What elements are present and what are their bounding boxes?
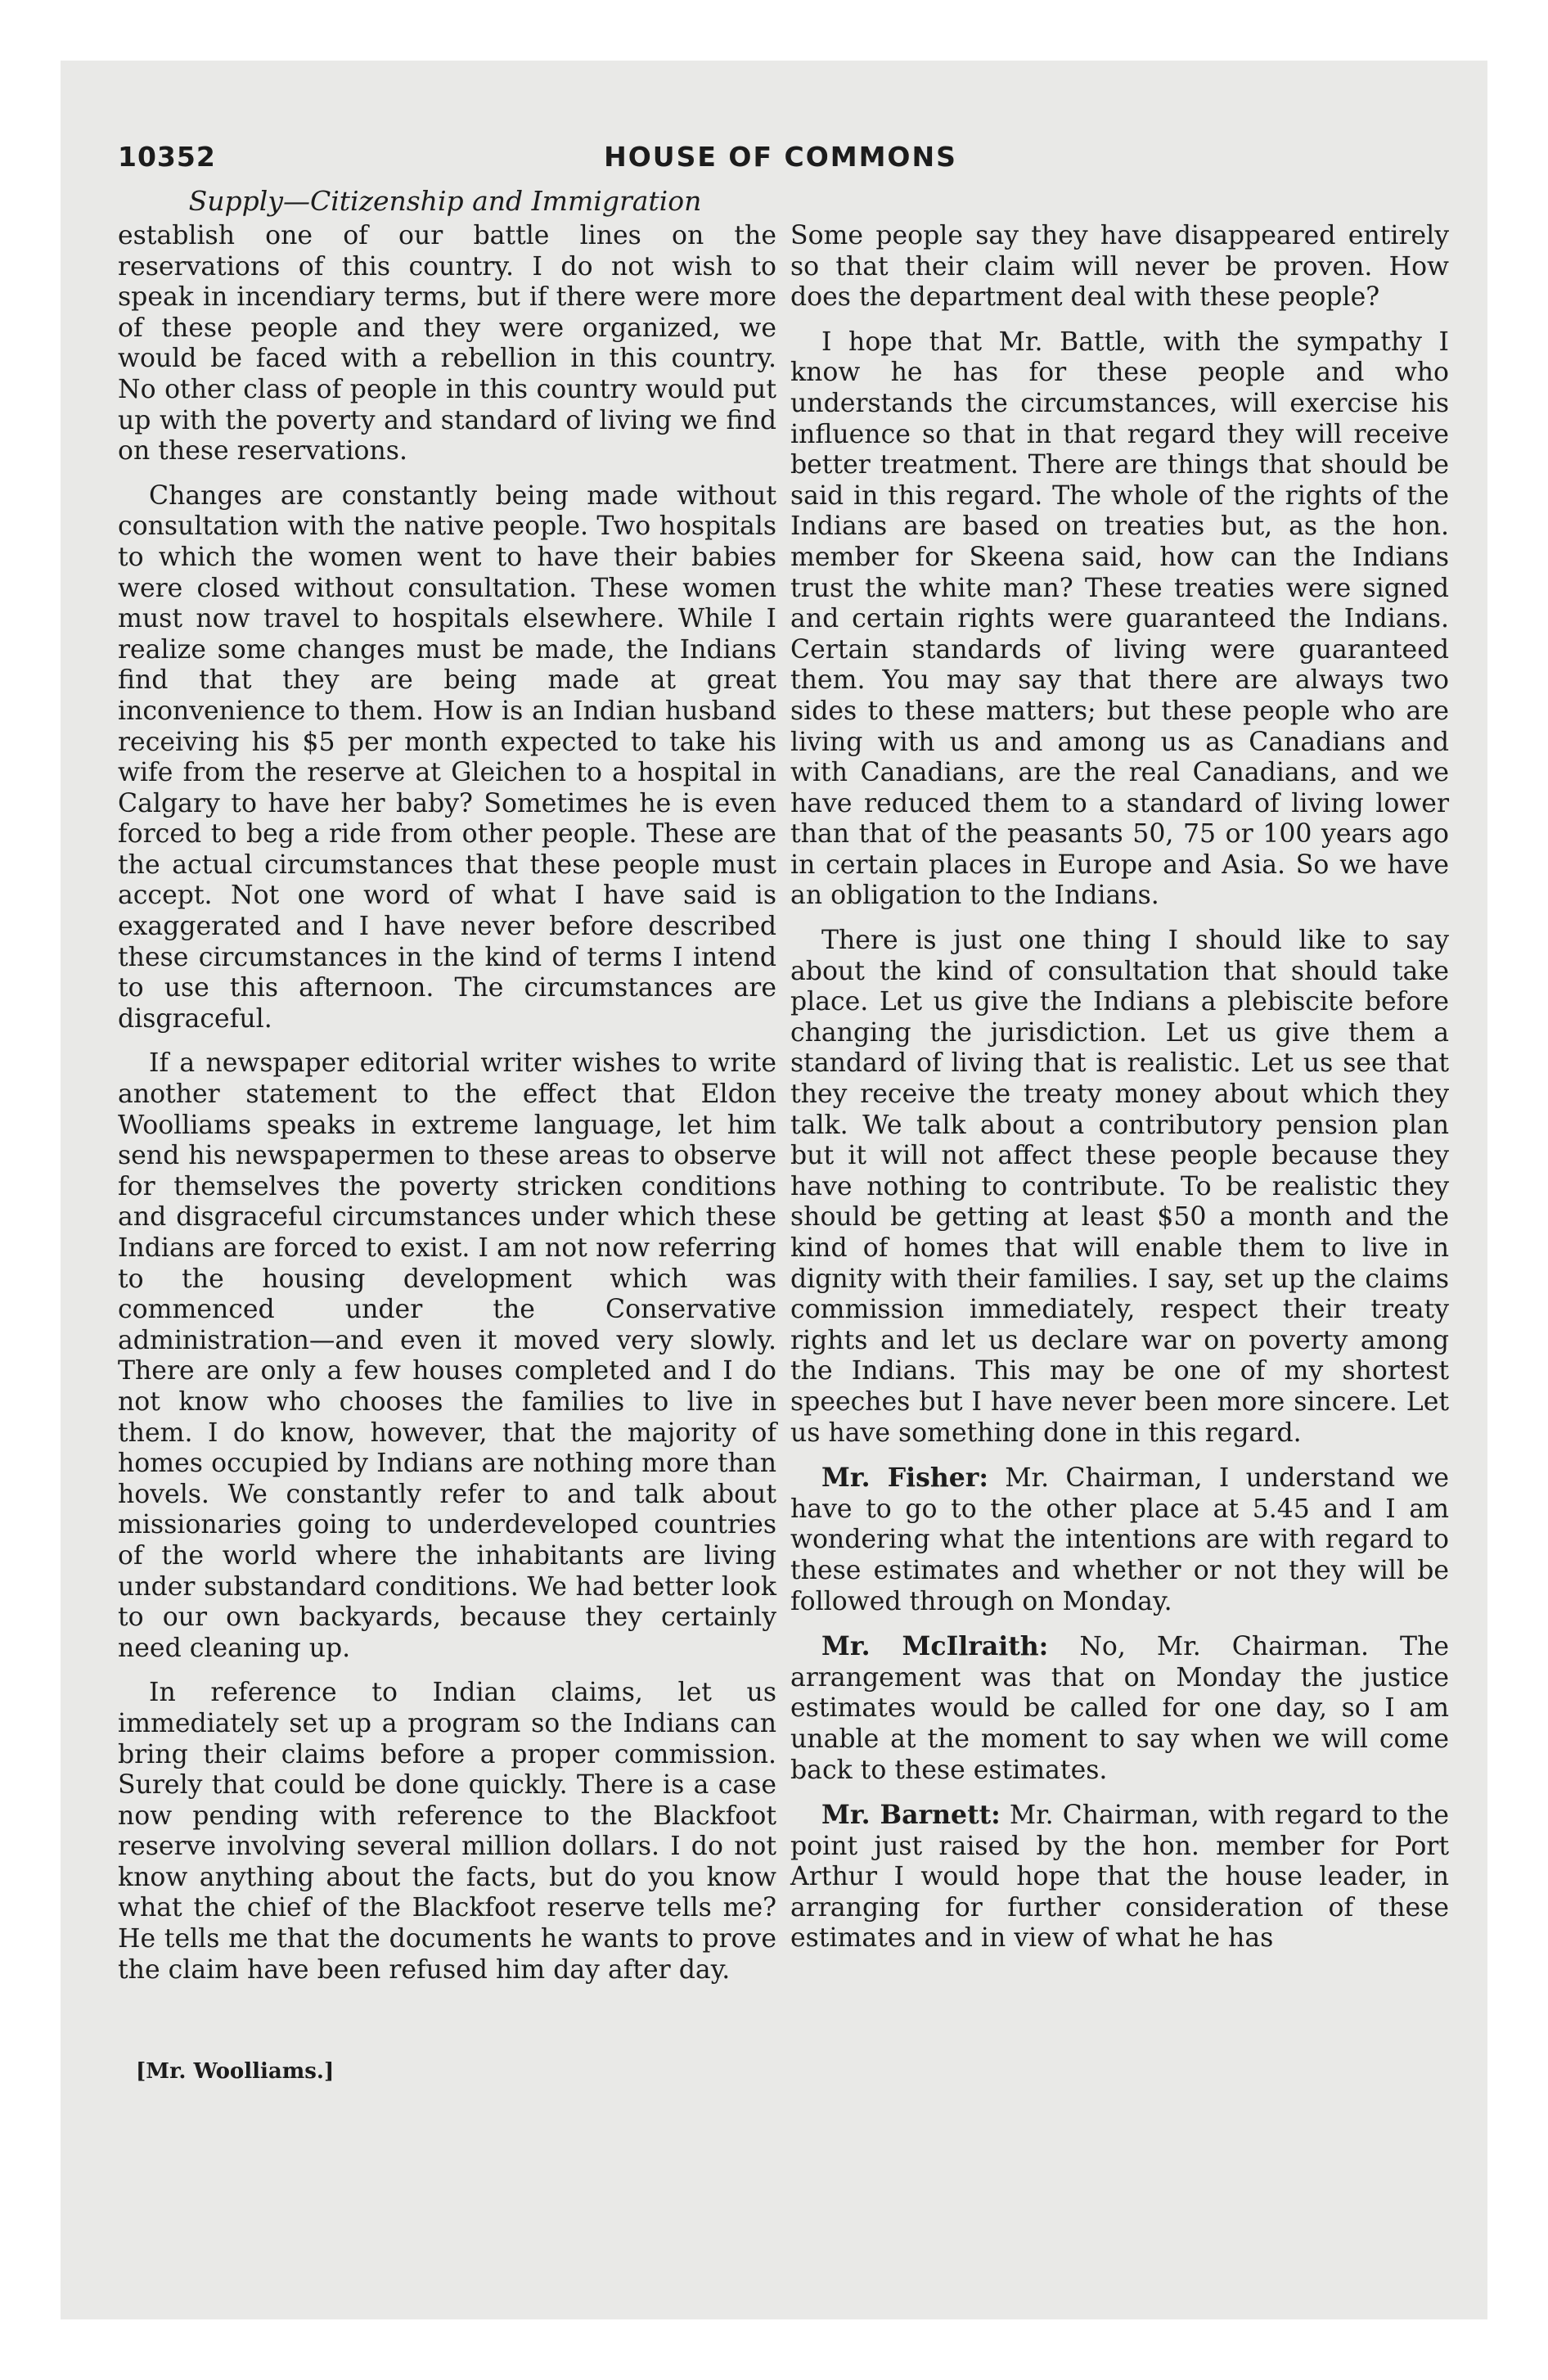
left-column (118, 221, 776, 1999)
speaker-attribution: [Mr. Woolliams.] (136, 2059, 335, 2084)
paragraph: establish one of our battle lines on the reservations of this country. I do not wish to speak in incendiary terms, but if there were more of these people and they were organized, we would be faced with a rebellion in this country. No other class of people in this country would put up with the poverty and standard of living we find on these reservations. (118, 221, 776, 467)
page-number: 10352 (118, 141, 216, 173)
right-column (790, 221, 1449, 1968)
speech-text: Mr. Chairman, with regard to the point just raised by the hon. member for Port Arthur I would hope that the house leader, in arranging for further consideration of these estimates and in view of what he has (790, 1801, 1449, 1954)
speech-paragraph (790, 1463, 1449, 1617)
speaker-name: Mr. Fisher: (821, 1463, 988, 1494)
speech-paragraph (790, 1800, 1449, 1954)
speech-paragraph (790, 1631, 1449, 1786)
paragraph: Some people say they have disappeared entirely so that their claim will never be proven. How does the department deal with these people? (790, 221, 1449, 313)
page-header (118, 141, 1443, 182)
speech-text: No, Mr. Chairman. The arrangement was that on Monday the justice estimates would be called for one day, so I am unable at the moment to say when we will come back to these estimates. (790, 1632, 1449, 1785)
paragraph: Changes are constantly being made without consultation with the native people. Two hospitals to which the women went to have their babies were closed without consultation. These women must now travel to hospitals elsewhere. While I realize some changes must be made, the Indians find that they are being made at great inconvenience to them. How is an Indian husband receiving his $5 per month expected to take his wife from the reserve at Gleichen to a hospital in Calgary to have her baby? Sometimes he is even forced to beg a ride from other people. These are the actual circumstances that these people must accept. Not one word of what I have said is exaggerated and I have never before described these circumstances in the kind of terms I intend to use this afternoon. The circumstances are disgraceful. (118, 480, 776, 1034)
section-heading: Supply—Citizenship and Immigration (188, 185, 702, 217)
paragraph: In reference to Indian claims, let us immediately set up a program so the Indians can bring their claims before a proper commission. Surely that could be done quickly. There is a case now pending with reference to the Blackfoot reserve involving several million dollars. I do not know anything about the facts, but do you know what the chief of the Blackfoot reserve tells me? He tells me that the documents he wants to prove the claim have been refused him day after day. (118, 1678, 776, 1985)
paragraph: There is just one thing I should like to say about the kind of consultation that should take place. Let us give the Indians a plebiscite before changing the jurisdiction. Let us give them a standard of living that is realistic. Let us see that they receive the treaty money about which they talk. We talk about a contributory pension plan but it will not affect these people because they have nothing to contribute. To be realistic they should be getting at least $50 a month and the kind of homes that will enable them to live in dignity with their families. I say, set up the claims commission immediately, respect their treaty rights and let us declare war on poverty among the Indians. This may be one of my shortest speeches but I have never been more sincere. Let us have something done in this regard. (790, 926, 1449, 1448)
speaker-name: Mr. Barnett: (821, 1800, 1001, 1831)
journal-title: HOUSE OF COMMONS (604, 141, 957, 173)
paragraph: If a newspaper editorial writer wishes to write another statement to the effect that Eldon Woolliams speaks in extreme language, let him send his newspapermen to these areas to observe for themselves the poverty stricken conditions and disgraceful circumstances under which these Indians are forced to exist. I am not now referring to the housing development which was commenced under the Conservative administration—and even it moved very slowly. There are only a few houses completed and I do not know who chooses the families to live in them. I do know, however, that the majority of homes occupied by Indians are nothing more than hovels. We constantly refer to and talk about missionaries going to underdeveloped countries of the world where the inhabitants are living under substandard conditions. We had better look to our own backyards, because they certainly need cleaning up. (118, 1048, 776, 1663)
speech-text: Mr. Chairman, I understand we have to go to the other place at 5.45 and I am wondering what the intentions are with regard to these estimates and whether or not they will be followed through on Monday. (790, 1463, 1449, 1616)
paragraph: I hope that Mr. Battle, with the sympathy I know he has for these people and who understands the circumstances, will exercise his influence so that in that regard they will receive better treatment. There are things that should be said in this regard. The whole of the rights of the Indians are based on treaties but, as the hon. member for Skeena said, how can the Indians trust the white man? These treaties were signed and certain rights were guaranteed the Indians. Certain standards of living were guaranteed them. You may say that there are always two sides to these matters; but these people who are living with us and among us as Canadians and with Canadians, are the real Canadians, and we have reduced them to a standard of living lower than that of the peasants 50, 75 or 100 years ago in certain places in Europe and Asia. So we have an obligation to the Indians. (790, 327, 1449, 911)
speaker-name: Mr. McIlraith: (821, 1631, 1049, 1662)
